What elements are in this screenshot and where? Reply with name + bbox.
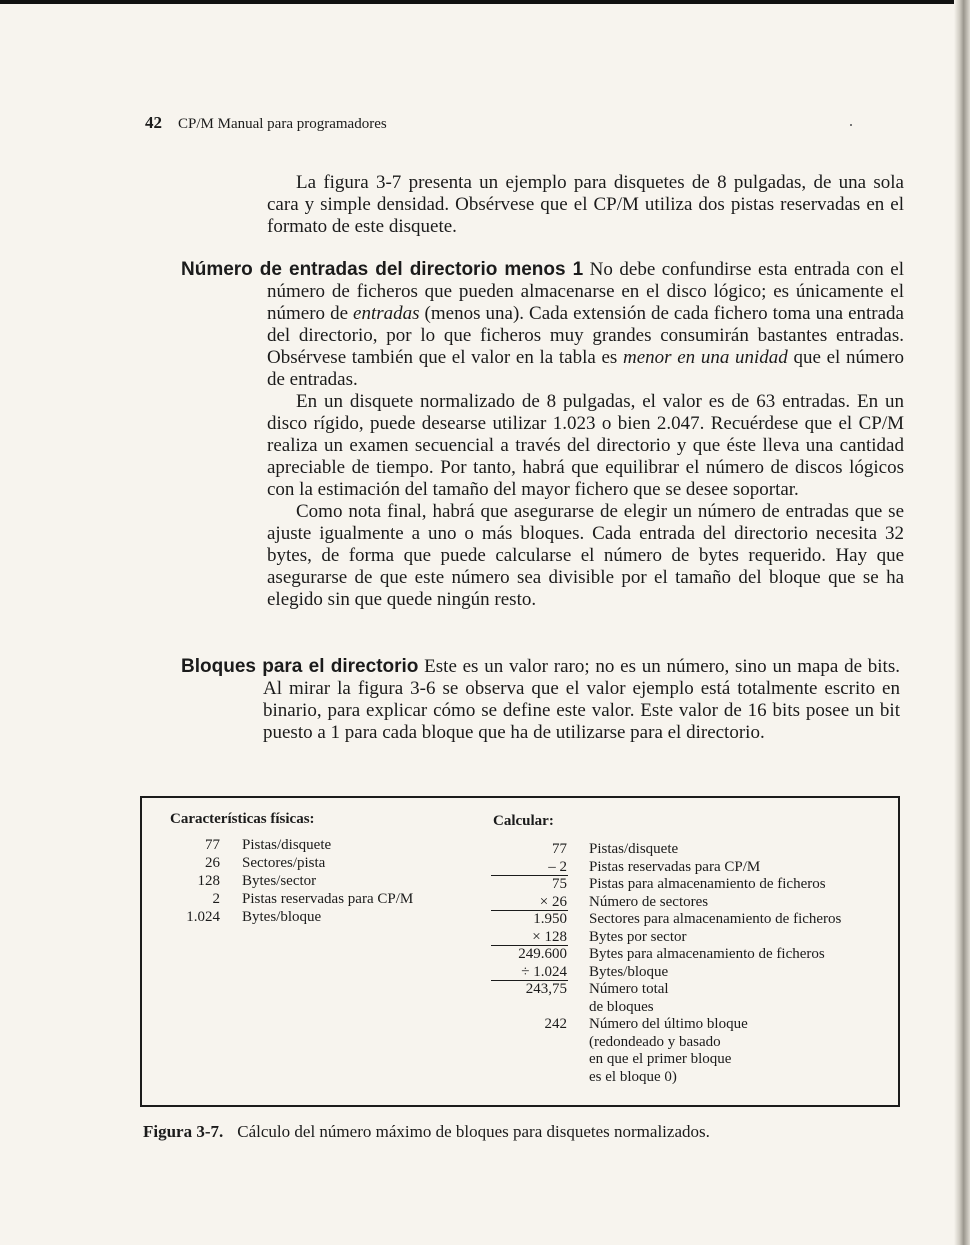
calc-label: Bytes por sector: [589, 928, 687, 945]
physical-value: 1.024: [186, 909, 220, 925]
calc-label: Número del último bloque: [589, 1016, 748, 1032]
calc-label: (redondeado y basado: [589, 1033, 721, 1050]
calc-value: 243,75: [525, 981, 567, 997]
calc-value: × 128: [532, 928, 567, 945]
section-blocks-text: Este es un valor raro; no es un número, sino un mapa de bits. Al mirar la figura 3-6 se observa que el valor ejemplo está totalmente escrito en binario, para explicar cómo se define este valor. Este valor de 16 bits posee un bit puesto a 1 para cada bloque que ha de utilizarse para el directorio.: [263, 656, 900, 743]
calc-label: Bytes para almacenamiento de ficheros: [589, 946, 825, 962]
section-entries-text-a: No debe confundirse esta entrada con el número de ficheros que pueden almacenarse en el disco lógico; es únicamente el número de: [267, 259, 905, 324]
calc-label: Pistas/disquete: [589, 841, 679, 857]
calc-value: 75: [552, 876, 567, 892]
calc-value: 77: [552, 841, 567, 857]
physical-label: Bytes/bloque: [242, 909, 322, 925]
emphasis-entradas: entradas: [353, 303, 420, 324]
calc-value: 1.950: [533, 911, 567, 927]
calc-label: de bloques: [589, 998, 654, 1015]
section-blocks: [181, 656, 900, 744]
calc-label: en que el primer bloque: [589, 1051, 732, 1067]
calc-label: Bytes/bloque: [589, 963, 669, 980]
physical-label: Bytes/sector: [242, 873, 317, 889]
physical-value: 26: [205, 855, 220, 871]
caption-text: Cálculo del número máximo de bloques para disquetes normalizados.: [237, 1122, 710, 1141]
section-entries-p3: Como nota final, habrá que asegurarse de elegir un número de entradas que se ajuste igualmente a uno o más bloques. Cada entrada del directorio necesita 32 bytes, de forma que puede calcularse el número de bytes requerido. Hay que asegurarse de que este número sea divisible por el tamaño del bloque que se ha elegido sin que quede ningún resto.: [267, 501, 904, 610]
running-header: [145, 113, 387, 133]
emphasis-menor: menor en una unidad: [623, 347, 788, 368]
section-blocks-heading: Bloques para el directorio: [181, 656, 419, 677]
scan-speck: [850, 124, 852, 126]
calc-label: es el bloque 0): [589, 1068, 677, 1085]
physical-label: Pistas reservadas para CP/M: [242, 891, 414, 907]
section-blocks-p1: [181, 656, 900, 744]
section-entries: [181, 259, 904, 611]
calc-title: Calcular:: [493, 813, 554, 829]
physical-label: Pistas/disquete: [242, 837, 332, 853]
calc-value: – 2: [548, 858, 567, 875]
running-title: CP/M Manual para programadores: [178, 116, 387, 132]
calc-label: Número de sectores: [589, 893, 709, 910]
section-entries-p1: [181, 259, 904, 391]
physical-value: 2: [212, 891, 220, 907]
physical-value: 77: [205, 837, 220, 853]
calc-label: Número total: [589, 981, 669, 997]
caption-number: Figura 3-7.: [143, 1122, 224, 1141]
calc-value: 242: [544, 1016, 567, 1032]
physical-value: 128: [197, 873, 220, 889]
figure-caption: [143, 1122, 710, 1142]
section-entries-text-c: que el número de entradas.: [267, 347, 905, 390]
physical-label: Sectores/pista: [242, 855, 326, 871]
calc-label: Pistas reservadas para CP/M: [589, 858, 761, 875]
calc-value: ÷ 1.024: [521, 963, 567, 980]
section-entries-text-b: (menos una). Cada extensión de cada fichero toma una entrada del directorio, por lo que ficheros muy grandes consumirán bastantes entradas. Obsérvese también que el valor en la tabla es: [267, 303, 904, 368]
figure-box: [140, 796, 900, 1107]
scan-top-edge: [0, 0, 958, 4]
section-entries-heading: Número de entradas del directorio menos 1: [181, 259, 584, 280]
page-number: 42: [145, 113, 162, 132]
scan-page-edge: [954, 0, 970, 1245]
calc-label: Sectores para almacenamiento de ficheros: [589, 911, 842, 927]
intro-paragraph: La figura 3-7 presenta un ejemplo para disquetes de 8 pulgadas, de una sola cara y simple densidad. Obsérvese que el CP/M utiliza dos pistas reservadas en el formato de este disquete.: [267, 172, 904, 237]
calc-list: [142, 840, 898, 1100]
physical-title: Características físicas:: [170, 811, 315, 827]
calc-label: Pistas para almacenamiento de ficheros: [589, 876, 826, 892]
calc-value: 249.600: [518, 946, 567, 962]
section-entries-p2: En un disquete normalizado de 8 pulgadas, el valor es de 63 entradas. En un disco rígido, puede desearse utilizar 1.023 o bien 2.047. Recuérdese que el CP/M realiza un examen secuencial a través del directorio y que éste lleva una cantidad apreciable de tiempo. Por tanto, habrá que equilibrar el número de discos lógicos con la estimación del tamaño del mayor fichero que se desee soportar.: [267, 391, 904, 500]
calc-value: × 26: [539, 893, 567, 910]
